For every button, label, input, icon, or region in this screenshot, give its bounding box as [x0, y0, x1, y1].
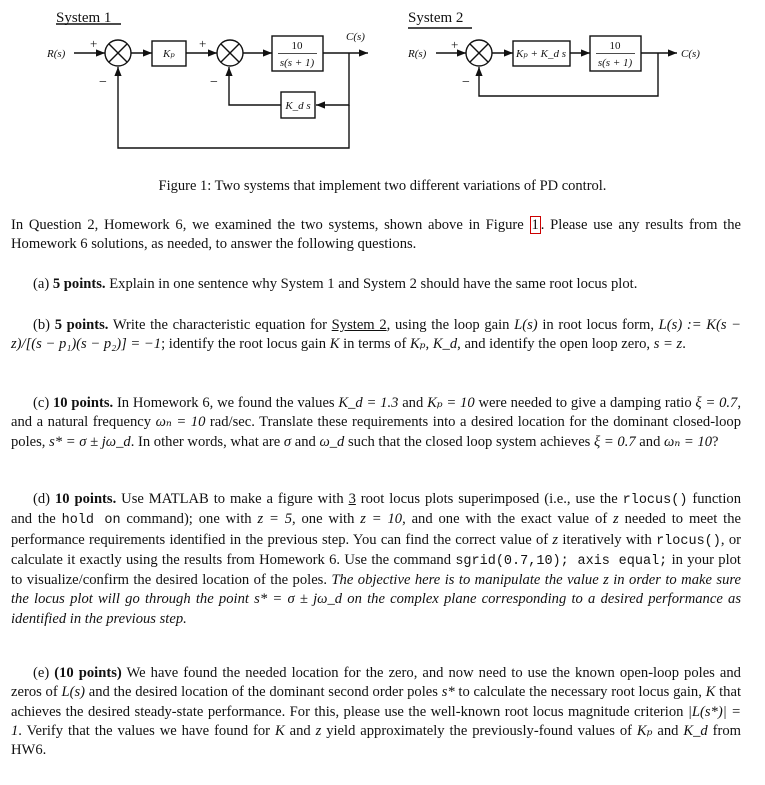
text-segment: z = 5 [257, 511, 292, 528]
text-segment: System 2 [331, 317, 387, 333]
summing-junction [466, 40, 492, 66]
text-segment: Write the characteristic equation for [108, 317, 332, 333]
points-label: 5 points. [52, 276, 106, 292]
text-segment: K [705, 684, 716, 701]
kds-label: K_d s [285, 100, 311, 112]
text-segment: and the desired location of the dominant second order poles [85, 684, 442, 701]
text-segment: σ [283, 433, 292, 450]
text-segment: , one with [292, 511, 361, 528]
text-segment: in your plot to visualize/confirm the desired location of the poles. [11, 551, 741, 589]
points-label: 5 points. [54, 317, 109, 333]
text-segment: , or calculate it exactly using the results from Homework 6. Use the command [11, 531, 741, 568]
text-segment: that achieves the desired steady-state performance. For this, please use the well-known root locus magnitude criterion [11, 684, 742, 720]
text-segment: , and a natural frequency [11, 395, 741, 431]
question-d [11, 490, 741, 629]
kp-label: Kₚ [163, 48, 175, 60]
question-b [11, 316, 741, 355]
text-segment: rlocus() [656, 533, 721, 549]
text-segment: and [652, 722, 684, 739]
system1-output-label: C(s) [346, 31, 365, 43]
text-segment: and [291, 433, 320, 450]
text-segment: in terms of [339, 336, 410, 353]
text-segment: (b) [33, 317, 55, 333]
text-segment: such that the closed loop system achieves [344, 433, 595, 450]
text-segment: Use MATLAB to make a figure with [116, 491, 349, 507]
text-segment: ; identify the root locus gain [161, 336, 330, 353]
system2-diagram [408, 28, 677, 96]
text-segment: z [613, 511, 619, 528]
text-segment: ? [712, 433, 719, 450]
summing-junction-2 [217, 40, 243, 66]
text-segment: ω_d [319, 433, 345, 450]
text-segment: |L(s*)| = 1 [11, 703, 741, 739]
text-segment: K_d = 1.3 [338, 395, 399, 411]
text-segment: L(s) [61, 684, 85, 701]
text-segment: K [274, 722, 285, 739]
text-segment: function and the [11, 491, 741, 528]
text-segment: . Verify that the values we have found for [18, 722, 275, 739]
text-segment: K_d [683, 722, 708, 739]
intro-paragraph [11, 216, 741, 255]
plant-numerator: 10 [291, 40, 303, 52]
text-segment: to calculate the necessary root locus gain, [454, 684, 706, 701]
text-segment: ξ = 0.7 [695, 395, 738, 411]
text-segment: Kₚ [636, 722, 653, 739]
points-label: 10 points. [54, 491, 117, 507]
points-label: (10 points) [54, 665, 122, 681]
system2-output-label: C(s) [681, 48, 700, 60]
figure-caption: Figure 1: Two systems that implement two different variations of PD control. [158, 178, 607, 194]
text-segment: ωₙ = 10 [155, 414, 206, 431]
text-segment: s = z [653, 336, 683, 353]
text-segment: command); one with [120, 511, 258, 528]
summing-junction-1 [105, 40, 131, 66]
text-segment: . Please use any results from the Homework 6 solutions, as needed, to answer the following questions. [11, 217, 741, 253]
text-segment: , and one with the exact value of [402, 511, 614, 528]
text-segment: and [635, 433, 665, 450]
text-segment: ωₙ = 10 [664, 433, 712, 450]
plus-sign: + [199, 36, 207, 51]
text-segment: , and identify the open loop zero, [457, 336, 654, 353]
minus-sign: − [462, 75, 470, 90]
text-segment: K [329, 336, 340, 353]
text-segment: rad/sec. Translate these requirements into a desired location for the dominant closed-loop poles, [11, 414, 742, 450]
text-segment: 3 [348, 491, 356, 507]
minus-sign: − [99, 75, 107, 90]
text-segment: (a) [33, 276, 53, 292]
plant-denominator: s(s + 1) [597, 57, 633, 69]
text-segment: s* = σ ± jω_d [49, 433, 131, 450]
plus-sign: + [90, 36, 98, 51]
text-segment: L(s) := K(s − z)/[(s − p₁)(s − p₂)] = −1 [11, 317, 742, 353]
text-segment: needed to meet the performance requirements identified in the previous step. You can find the correct value of [11, 511, 742, 548]
text-segment: sgrid(0.7,10); axis equal; [455, 553, 668, 569]
text-segment: In Homework 6, we found the values [113, 395, 339, 411]
text-segment: Explain in one sentence why System 1 and System 2 should have the same root locus plot. [105, 276, 638, 292]
text-segment: yield approximately the previously-found values of [321, 722, 637, 739]
text-segment: and [284, 722, 316, 739]
text-segment: (e) [33, 665, 55, 681]
text-segment: L(s) [514, 317, 538, 333]
text-segment: z = 10 [360, 511, 403, 528]
text-segment: Kₚ = 10 [427, 395, 475, 411]
text-segment: from HW6. [11, 722, 741, 759]
text-segment: root locus plots superimposed (i.e., use the [355, 491, 623, 507]
minus-sign: − [210, 75, 218, 90]
system1-input-label: R(s) [47, 48, 66, 60]
text-segment: . [682, 336, 686, 353]
text-segment: (c) [33, 395, 53, 411]
plus-sign: + [451, 37, 459, 52]
question-a [11, 275, 741, 294]
system2-input-label: R(s) [408, 48, 427, 60]
text-segment: (d) [33, 491, 55, 507]
system2-title: System 2 [408, 10, 464, 26]
plant-numerator: 10 [609, 40, 621, 52]
text-segment: iteratively with [558, 531, 657, 548]
text-segment: z [552, 531, 559, 548]
text-segment: Kₚ, K_d [409, 336, 458, 353]
text-segment: were needed to give a damping ratio [474, 395, 696, 411]
block-diagram-figure [0, 0, 765, 175]
text-segment: hold on [61, 513, 121, 529]
question-c [11, 394, 741, 452]
text-segment: In Question 2, Homework 6, we examined the two systems, shown above in Figure [11, 217, 530, 233]
text-segment: and [398, 395, 428, 411]
points-label: 10 points. [53, 395, 114, 411]
plant-denominator: s(s + 1) [279, 57, 315, 69]
text-segment: in root locus form, [537, 317, 659, 333]
text-segment: z [315, 722, 322, 739]
question-e [11, 664, 741, 760]
text-segment: We have found the needed location for the zero, and now need to use the known open-loop poles and zeros of [11, 665, 741, 701]
text-segment: , using the loop gain [386, 317, 515, 333]
text-segment: . In other words, what are [130, 433, 284, 450]
figure-reference-link[interactable]: 1 [531, 217, 539, 233]
text-segment: ξ = 0.7 [594, 433, 636, 450]
system1-title: System 1 [56, 10, 112, 26]
text-segment: rlocus() [622, 493, 688, 508]
text-segment: s* [441, 684, 455, 701]
text-segment: The objective here is to manipulate the value z in order to make sure the locus plot will go through the point s* = σ ± jω_d on the complex plane corresponding to a desired performance as identified in the previous step. [11, 572, 741, 627]
pd-controller-label: Kₚ + K_d s [515, 48, 567, 60]
